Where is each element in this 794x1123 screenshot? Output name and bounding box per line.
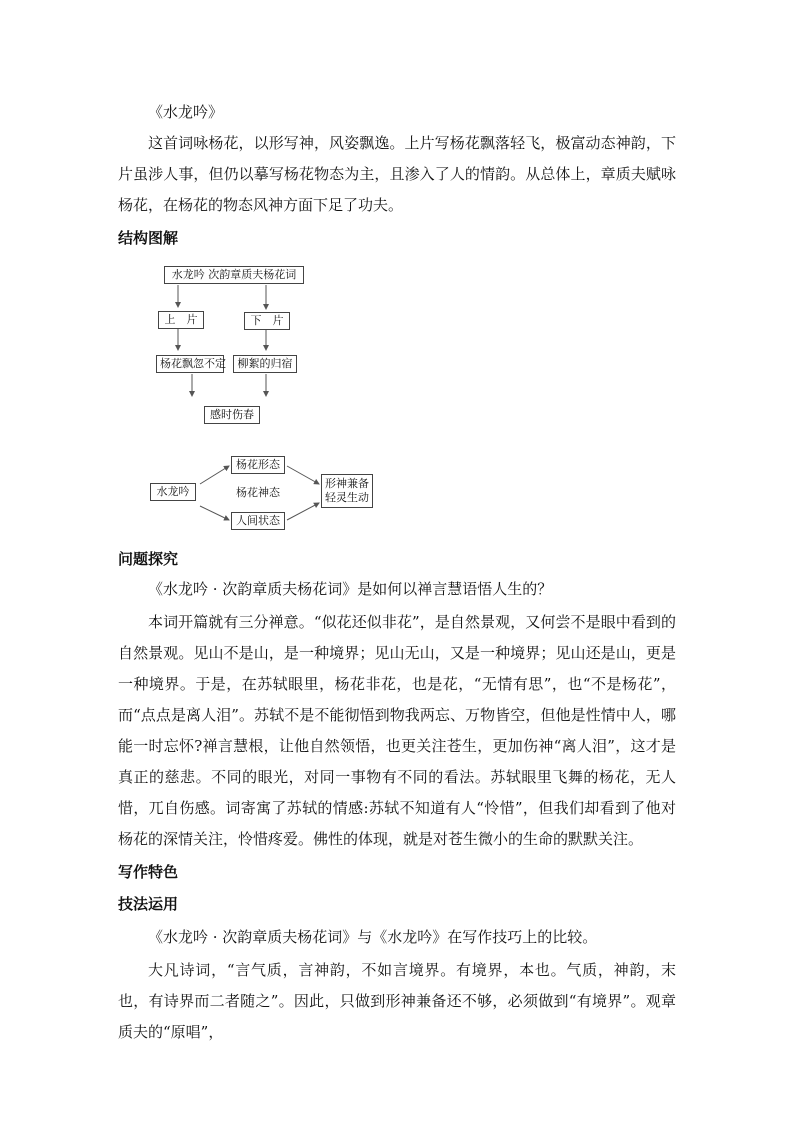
diagram-1-top-box: 水龙吟 次韵章质夫杨花词	[164, 266, 304, 284]
diagram-1-bottom-box: 感时伤春	[204, 406, 260, 424]
section-title: 《水龙吟》	[148, 103, 224, 121]
answer-paragraph: 本词开篇就有三分禅意。“似花还似非花”，是自然景观，又何尝不是眼中看到的自然景观。见山不是山，是一种境界；见山无山，又是一种境界；见山还是山，更是一种境界。于是，在苏轼眼里，杨花非花，也是花，“无情有思”，也“不是杨花”，而“点点是离人泪”。苏轼不是不能彻悟到物我两忘、万物皆空，但他是性情中人，哪能一时忘怀?禅言慧根，让他自然领悟，也更关注苍生，更加伤神“离人泪”，这才是真正的慈悲。不同的眼光，对同一事物有不同的看法。苏轼眼里飞舞的杨花，无人惜，兀自伤感。词寄寓了苏轼的情感:苏轼不知道有人“怜惜”，但我们却看到了他对杨花的深情关注，怜惜疼爱。佛性的体现，就是对苍生微小的生命的默默关注。	[118, 613, 676, 848]
intro-paragraph: 这首词咏杨花，以形写神，风姿飘逸。上片写杨花飘落轻飞，极富动态神韵，下片虽涉人事，但仍以摹写杨花物态为主，且渗入了人的情韵。从总体上，章质夫赋咏杨花，在杨花的物态风神方面下足了功夫。	[118, 134, 676, 214]
diagram-1-right-box: 下 片	[244, 312, 290, 330]
diagram-1-right-sub-box: 柳絮的归宿	[233, 355, 297, 373]
heading-writing: 写作特色	[118, 863, 179, 881]
heading-structure: 结构图解	[118, 229, 179, 247]
question-line: 《水龙吟 · 次韵章质夫杨花词》是如何以禅言慧语悟人生的？	[148, 580, 553, 598]
diagram-2-result-box	[321, 474, 373, 508]
diagram-1-left-box: 上 片	[158, 311, 204, 329]
diagram-2-item-box: 人间状态	[231, 512, 285, 530]
compare-line: 《水龙吟 · 次韵章质夫杨花词》与《水龙吟》在写作技巧上的比较。	[148, 928, 598, 946]
diagram-2-item-box: 杨花神态	[231, 484, 285, 502]
diagram-2-source-box: 水龙吟	[150, 483, 196, 501]
final-paragraph: 大凡诗词，“言气质，言神韵，不如言境界。有境界，本也。气质，神韵，末也，有诗界而二者随之”。因此，只做到形神兼备还不够，必须做到“有境界”。观章质夫的“原唱”，	[118, 961, 676, 1041]
heading-inquiry: 问题探究	[118, 550, 179, 568]
diagram-1-left-sub-box: 杨花飘忽不定	[156, 355, 224, 373]
diagram-2-result-line: 轻灵生动	[325, 491, 369, 504]
diagram-2-result-line: 形神兼备	[325, 477, 369, 490]
diagram-2-item-box: 杨花形态	[231, 456, 285, 474]
heading-technique: 技法运用	[118, 895, 179, 913]
